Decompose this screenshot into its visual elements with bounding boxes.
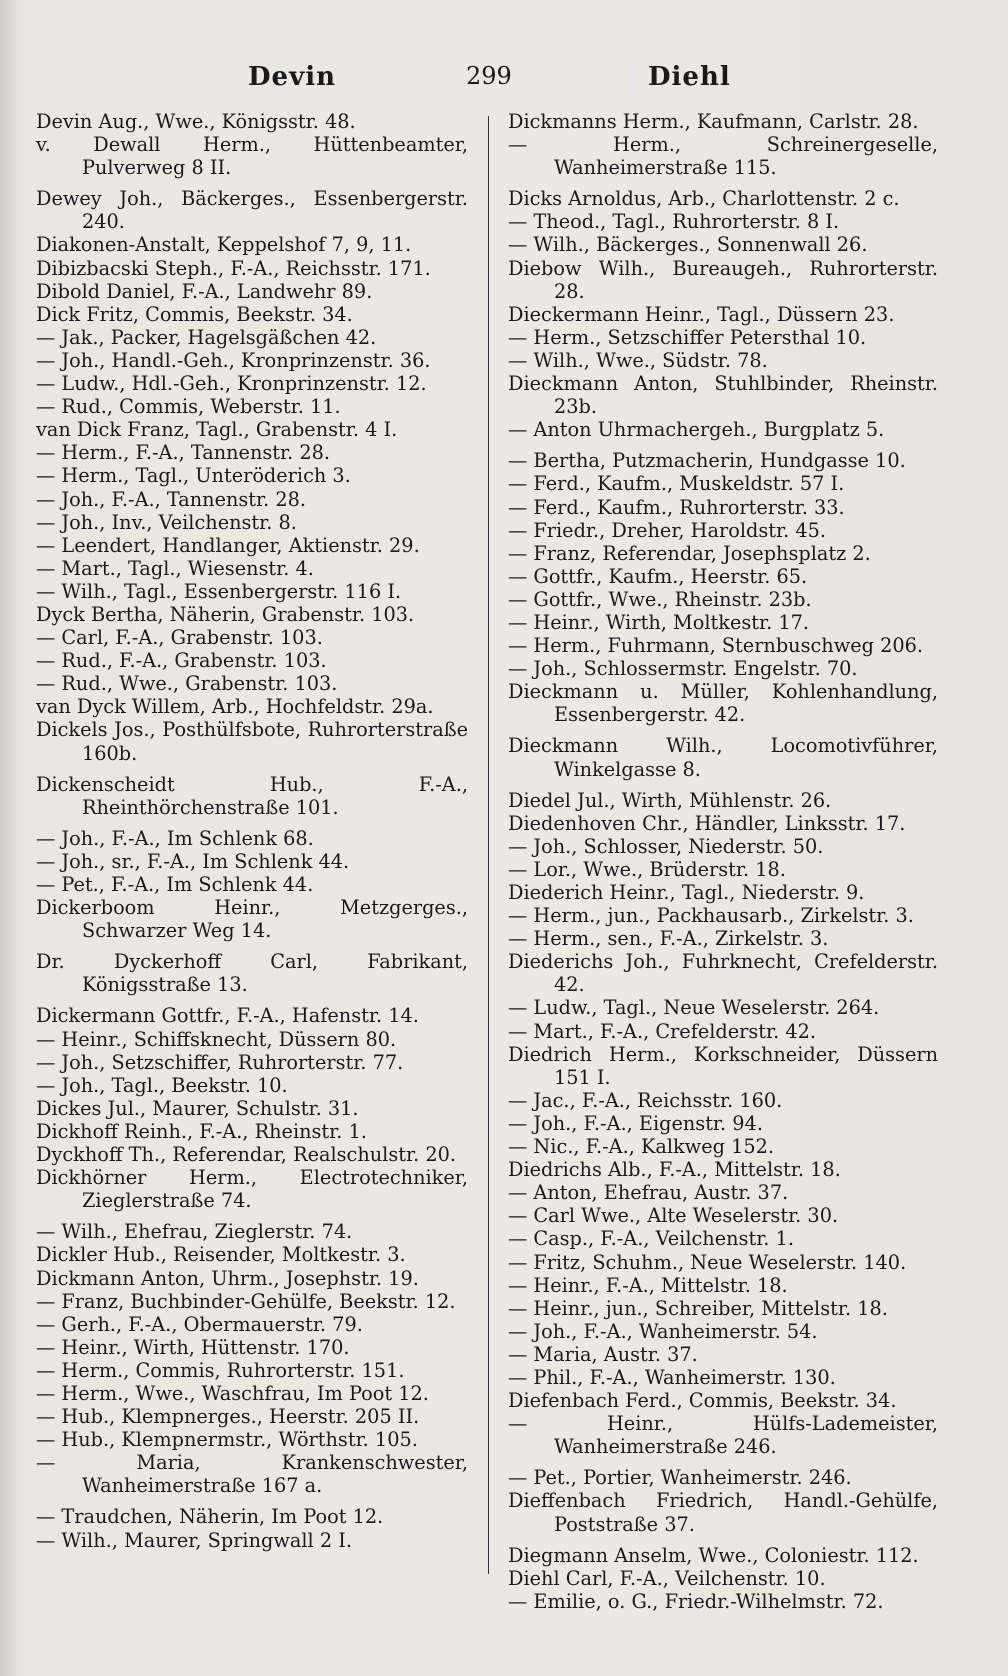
directory-entry: Diedenhoven Chr., Händler, Linksstr. 17. <box>508 811 906 835</box>
directory-entry: Dyck Bertha, Näherin, Grabenstr. 103. <box>36 602 415 626</box>
page-header <box>0 62 1008 102</box>
directory-entry: — Casp., F.-A., Veilchenstr. 1. <box>508 1227 794 1251</box>
directory-entry: — Maria, Krankenschwester, Wanheimerstraße 167 a. <box>36 1451 468 1498</box>
directory-entry: — Herm., Commis, Ruhrorterstr. 151. <box>36 1358 405 1382</box>
directory-entry: — Gottfr., Wwe., Rheinstr. 23b. <box>508 587 812 611</box>
directory-entry: Dickermann Gottfr., F.-A., Hafenstr. 14. <box>36 1004 419 1028</box>
directory-entry: — Ludw., Hdl.-Geh., Kronprinzenstr. 12. <box>36 372 427 396</box>
directory-entry: — Joh., Inv., Veilchenstr. 8. <box>36 510 297 534</box>
directory-entry: Dyckhoff Th., Referendar, Realschulstr. 20. <box>36 1143 457 1167</box>
directory-entry: — Herm., Tagl., Unteröderich 3. <box>36 464 351 488</box>
directory-entry: Diefenbach Ferd., Commis, Beekstr. 34. <box>508 1389 897 1413</box>
directory-entry: — Franz, Referendar, Josephsplatz 2. <box>508 541 871 565</box>
directory-entry: — Mart., F.-A., Crefelderstr. 42. <box>508 1019 817 1043</box>
directory-entry: — Franz, Buchbinder-Gehülfe, Beekstr. 12. <box>36 1289 456 1313</box>
directory-entry: van Dick Franz, Tagl., Grabenstr. 4 I. <box>36 418 398 442</box>
directory-entry: — Pet., F.-A., Im Schlenk 44. <box>36 873 314 896</box>
directory-entry: Dick Fritz, Commis, Beekstr. 34. <box>36 302 353 326</box>
directory-entry: — Ferd., Kaufm., Muskeldstr. 57 I. <box>508 472 845 496</box>
directory-entry: — Wilh., Tagl., Essenbergerstr. 116 I. <box>36 579 402 603</box>
directory-entry: — Heinr., Schiffsknecht, Düssern 80. <box>36 1027 397 1051</box>
directory-entry: — Mart., Tagl., Wiesenstr. 4. <box>36 556 314 580</box>
directory-entry: — Traudchen, Näherin, Im Poot 12. <box>36 1505 384 1529</box>
directory-entry: — Hub., Klempnerges., Heerstr. 205 II. <box>36 1405 420 1429</box>
directory-entry: — Wilh., Bäckerges., Sonnenwall 26. <box>508 233 868 257</box>
directory-entry: — Joh., sr., F.-A., Im Schlenk 44. <box>36 849 350 873</box>
directory-entry: — Lor., Wwe., Brüderstr. 18. <box>508 857 786 881</box>
directory-entry: Diederichs Joh., Fuhrknecht, Crefelderstr. 42. <box>508 950 938 997</box>
directory-entry: — Gerh., F.-A., Obermauerstr. 79. <box>36 1312 363 1336</box>
directory-entry: — Jac., F.-A., Reichsstr. 160. <box>508 1088 783 1112</box>
directory-entry: — Herm., Schreinergeselle, Wanheimerstraße 115. <box>508 133 938 180</box>
directory-entry: Dieckmann Wilh., Locomotivführer, Winkelgasse 8. <box>508 734 938 781</box>
directory-entry: Dickhoff Reinh., F.-A., Rheinstr. 1. <box>36 1119 367 1143</box>
directory-entry: — Joh., F.-A., Wanheimerstr. 54. <box>508 1319 818 1343</box>
directory-entry: — Herm., jun., Packhausarb., Zirkelstr. 3. <box>508 904 914 928</box>
right-column <box>508 110 938 1613</box>
directory-entry: — Heinr., F.-A., Mittelstr. 18. <box>508 1273 788 1297</box>
directory-entry: — Friedr., Dreher, Haroldstr. 45. <box>508 518 826 542</box>
directory-entry: v. Dewall Herm., Hüttenbeamter, Pulverweg 8 II. <box>36 133 468 180</box>
directory-entry: Dickes Jul., Maurer, Schulstr. 31. <box>36 1096 359 1120</box>
directory-entry: Diederich Heinr., Tagl., Niederstr. 9. <box>508 881 865 904</box>
directory-entry: — Joh., Handl.-Geh., Kronprinzenstr. 36. <box>36 348 431 372</box>
directory-entry: — Joh., F.-A., Im Schlenk 68. <box>36 826 314 850</box>
directory-entry: — Wilh., Maurer, Springwall 2 I. <box>36 1528 352 1552</box>
directory-entry: Diehl Carl, F.-A., Veilchenstr. 10. <box>508 1566 826 1590</box>
directory-entry: Dickhörner Herm., Electrotechniker, Zieglerstraße 74. <box>36 1166 468 1213</box>
directory-entry: — Joh., Setzschiffer, Ruhrorterstr. 77. <box>36 1050 404 1074</box>
directory-entry: Diakonen-Anstalt, Keppelshof 7, 9, 11. <box>36 233 412 257</box>
directory-entry: Dewey Joh., Bäckerges., Essenbergerstr. 240. <box>36 187 468 234</box>
directory-entry: — Nic., F.-A., Kalkweg 152. <box>508 1135 775 1159</box>
directory-entry: — Heinr., jun., Schreiber, Mittelstr. 18. <box>508 1296 888 1320</box>
directory-entry: — Pet., Portier, Wanheimerstr. 246. <box>508 1466 852 1490</box>
directory-entry: — Leendert, Handlanger, Aktienstr. 29. <box>36 533 420 557</box>
directory-entry: Dickels Jos., Posthülfsbote, Ruhrorterstraße 160b. <box>36 718 468 765</box>
directory-entry: — Emilie, o. G., Friedr.-Wilhelmstr. 72. <box>508 1589 884 1613</box>
directory-entry: — Herm., sen., F.-A., Zirkelstr. 3. <box>508 927 829 951</box>
directory-entry: Dickerboom Heinr., Metzgerges., Schwarzer Weg 14. <box>36 896 468 943</box>
directory-entry: Dibold Daniel, F.-A., Landwehr 89. <box>36 279 373 303</box>
directory-entry: Diegmann Anselm, Wwe., Coloniestr. 112. <box>508 1543 919 1567</box>
directory-entry: — Wilh., Wwe., Südstr. 78. <box>508 348 768 372</box>
directory-entry: — Hub., Klempnermstr., Wörthstr. 105. <box>36 1428 418 1452</box>
directory-entry: Dieffenbach Friedrich, Handl.-Gehülfe, Poststraße 37. <box>508 1489 938 1536</box>
directory-entry: Diebow Wilh., Bureaugeh., Ruhrorterstr. 28. <box>508 256 938 303</box>
header-right-word: Diehl <box>648 62 731 92</box>
directory-entry: — Gottfr., Kaufm., Heerstr. 65. <box>508 564 808 588</box>
directory-entry: Diedel Jul., Wirth, Mühlenstr. 26. <box>508 788 832 812</box>
directory-entry: Devin Aug., Wwe., Königsstr. 48. <box>36 110 356 133</box>
directory-entry: Dicks Arnoldus, Arb., Charlottenstr. 2 c. <box>508 187 900 211</box>
directory-entry: — Phil., F.-A., Wanheimerstr. 130. <box>508 1365 836 1389</box>
directory-entry: — Carl, F.-A., Grabenstr. 103. <box>36 626 323 650</box>
directory-entry: — Herm., Wwe., Waschfrau, Im Poot 12. <box>36 1381 429 1405</box>
directory-entry: — Fritz, Schuhm., Neue Weselerstr. 140. <box>508 1250 907 1274</box>
directory-entry: Diedrich Herm., Korkschneider, Düssern 151 I. <box>508 1042 938 1089</box>
directory-entry: — Heinr., Wirth, Hüttenstr. 170. <box>36 1335 350 1359</box>
directory-entry: — Joh., Schlosser, Niederstr. 50. <box>508 834 824 858</box>
directory-entry: — Maria, Austr. 37. <box>508 1342 698 1366</box>
directory-entry: van Dyck Willem, Arb., Hochfeldstr. 29a. <box>36 695 434 719</box>
directory-entry: Dickler Hub., Reisender, Moltkestr. 3. <box>36 1243 406 1267</box>
directory-entry: — Heinr., Hülfs-Lademeister, Wanheimerstraße 246. <box>508 1412 938 1459</box>
directory-entry: — Bertha, Putzmacherin, Hundgasse 10. <box>508 449 906 473</box>
directory-entry: — Anton, Ehefrau, Austr. 37. <box>508 1181 789 1205</box>
directory-entry: Dr. Dyckerhoff Carl, Fabrikant, Königsstraße 13. <box>36 950 468 997</box>
directory-entry: — Wilh., Ehefrau, Zieglerstr. 74. <box>36 1220 353 1244</box>
directory-entry: Dibizbacski Steph., F.-A., Reichsstr. 171. <box>36 256 431 280</box>
directory-entry: — Joh., F.-A., Eigenstr. 94. <box>508 1111 763 1135</box>
directory-entry: — Joh., Schlossermstr. Engelstr. 70. <box>508 657 858 681</box>
directory-entry: — Rud., Commis, Weberstr. 11. <box>36 395 341 419</box>
directory-entry: — Herm., Fuhrmann, Sternbuschweg 206. <box>508 634 924 658</box>
directory-entry: — Herm., F.-A., Tannenstr. 28. <box>36 441 331 465</box>
directory-entry: — Ferd., Kaufm., Ruhrorterstr. 33. <box>508 495 845 519</box>
column-divider <box>488 116 489 1574</box>
directory-entry: — Joh., Tagl., Beekstr. 10. <box>36 1073 288 1097</box>
directory-entry: Dickmann Anton, Uhrm., Josephstr. 19. <box>36 1266 419 1290</box>
directory-entry: — Joh., F.-A., Tannenstr. 28. <box>36 487 307 511</box>
page-number: 299 <box>466 62 512 90</box>
directory-entry: — Herm., Setzschiffer Petersthal 10. <box>508 325 867 349</box>
left-column <box>36 110 468 1552</box>
directory-entry: Diedrichs Alb., F.-A., Mittelstr. 18. <box>508 1158 841 1182</box>
directory-entry: — Carl Wwe., Alte Weselerstr. 30. <box>508 1204 839 1228</box>
directory-entry: Dickmanns Herm., Kaufmann, Carlstr. 28. <box>508 110 919 133</box>
directory-entry: Dieckermann Heinr., Tagl., Düssern 23. <box>508 302 895 326</box>
directory-entry: — Jak., Packer, Hagelsgäßchen 42. <box>36 325 377 349</box>
directory-entry: — Theod., Tagl., Ruhrorterstr. 8 I. <box>508 210 840 234</box>
directory-entry: Dieckmann Anton, Stuhlbinder, Rheinstr. 23b. <box>508 372 938 419</box>
directory-entry: — Ludw., Tagl., Neue Weselerstr. 264. <box>508 996 880 1020</box>
directory-entry: — Rud., F.-A., Grabenstr. 103. <box>36 649 327 673</box>
directory-entry: Dickenscheidt Hub., F.-A., Rheinthörchenstraße 101. <box>36 772 468 819</box>
header-left-word: Devin <box>248 62 336 92</box>
directory-entry: — Rud., Wwe., Grabenstr. 103. <box>36 672 338 696</box>
directory-entry: — Heinr., Wirth, Moltkestr. 17. <box>508 610 810 634</box>
directory-entry: Dieckmann u. Müller, Kohlenhandlung, Essenbergerstr. 42. <box>508 680 938 727</box>
directory-entry: — Anton Uhrmachergeh., Burgplatz 5. <box>508 418 885 442</box>
